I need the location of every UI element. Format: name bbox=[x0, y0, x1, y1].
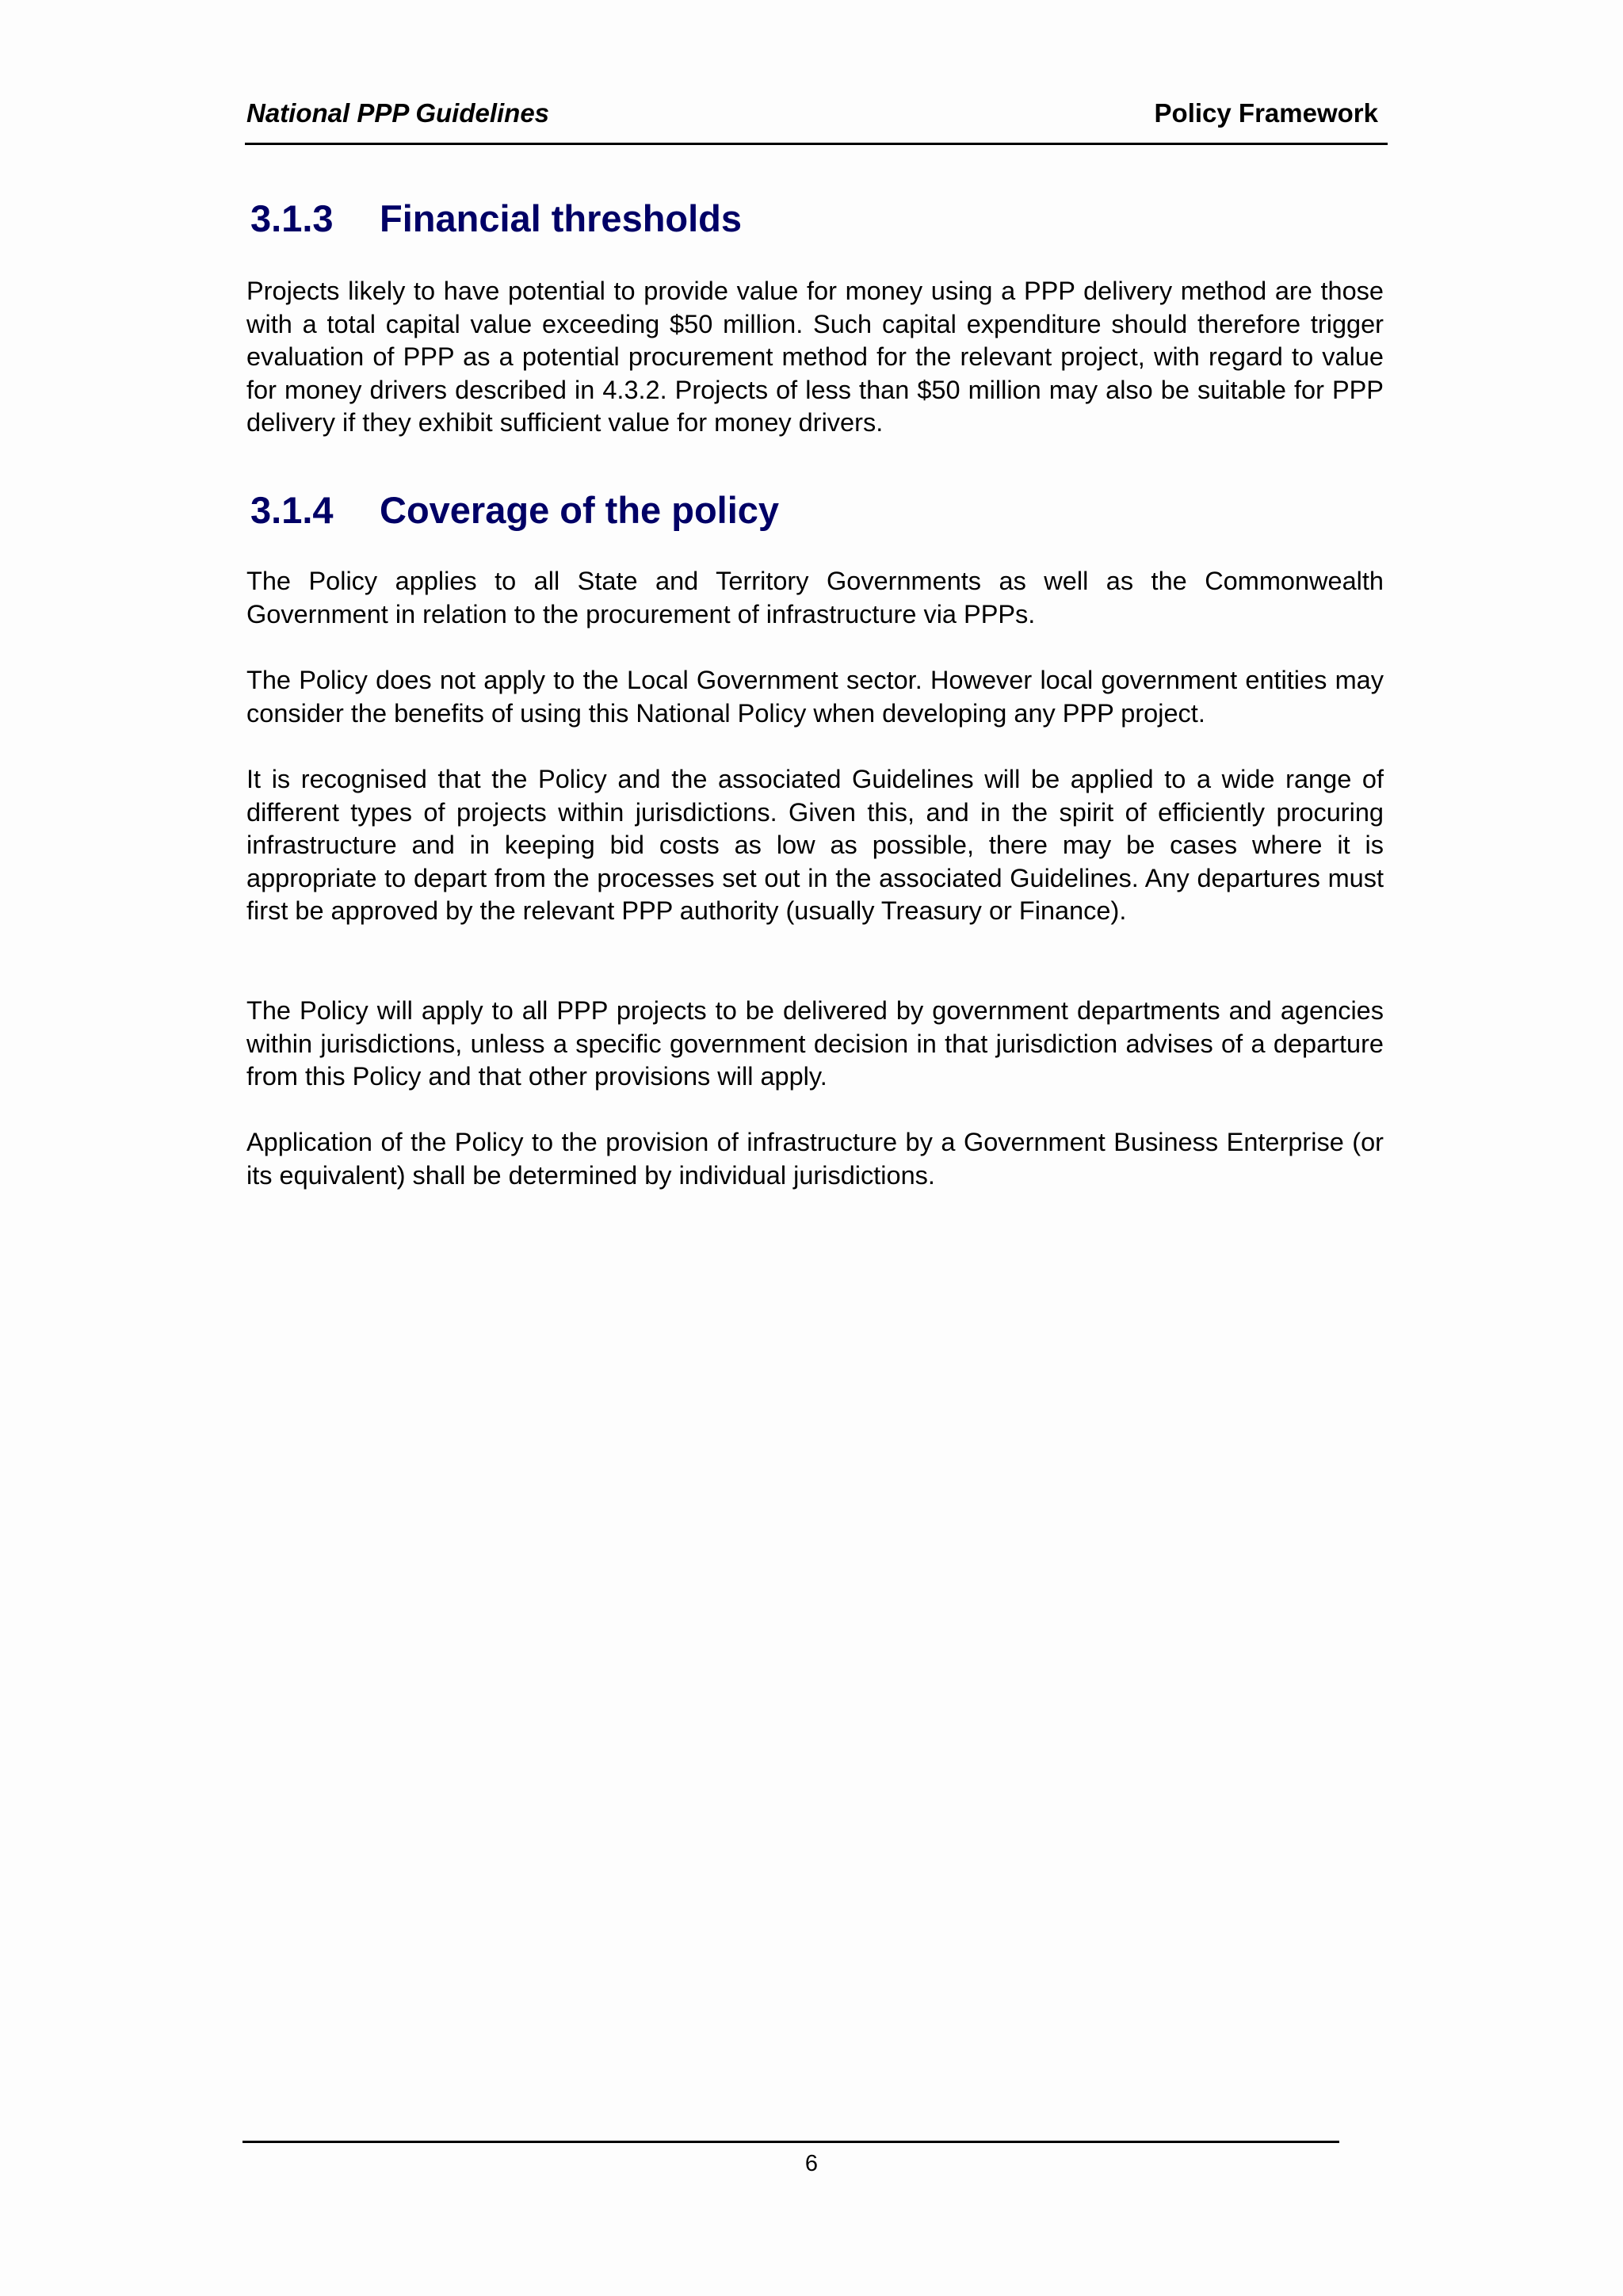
paragraph: It is recognised that the Policy and the associated Guidelines will be applied to a wide range of different types of projects within jurisdictions. Given this, and in the spirit of efficiently procuring infrastructure and in keeping bid costs as low as possible, there may be cases where it is appropriate to depart from the processes set out in the associated Guidelines. Any departures must first be approved by the relevant PPP authority (usually Treasury or Finance). bbox=[246, 765, 1384, 925]
section-heading-3-1-3 bbox=[250, 195, 742, 243]
section-number: 3.1.4 bbox=[250, 489, 334, 531]
paragraph: Application of the Policy to the provision of infrastructure by a Government Business Enterprise (or its equivalent) shall be determined by individual jurisdictions. bbox=[246, 1128, 1384, 1190]
page-number: 6 bbox=[804, 2151, 819, 2176]
section-title-text: Coverage of the policy bbox=[380, 489, 780, 531]
section-number: 3.1.3 bbox=[250, 197, 334, 239]
section-title: Policy Framework bbox=[1154, 98, 1378, 128]
footer-divider bbox=[242, 2141, 1339, 2143]
section-heading-3-1-4 bbox=[250, 487, 779, 534]
paragraph: The Policy will apply to all PPP projects to be delivered by government departments and agencies within jurisdictions, unless a specific government decision in that jurisdiction advises of a departure from this Policy and that other provisions will apply. bbox=[246, 996, 1384, 1091]
paragraph: The Policy applies to all State and Territory Governments as well as the Commonwealth Government in relation to the procurement of infrastructure via PPPs. bbox=[246, 567, 1384, 628]
document-title: National PPP Guidelines bbox=[246, 98, 550, 128]
paragraph: The Policy does not apply to the Local Government sector. However local government entities may consider the benefits of using this National Policy when developing any PPP project. bbox=[246, 666, 1384, 728]
header-divider bbox=[245, 143, 1388, 145]
section-title-text: Financial thresholds bbox=[380, 197, 743, 239]
paragraph: Projects likely to have potential to provide value for money using a PPP delivery method are those with a total capital value exceeding $50 million. Such capital expenditure should therefore trigger evaluation of PPP as a potential procurement method for the relevant project, with regard to value for money drivers described in 4.3.2. Projects of less than $50 million may also be suitable for PPP delivery if they exhibit sufficient value for money drivers. bbox=[246, 277, 1384, 437]
page-header bbox=[245, 96, 1386, 131]
